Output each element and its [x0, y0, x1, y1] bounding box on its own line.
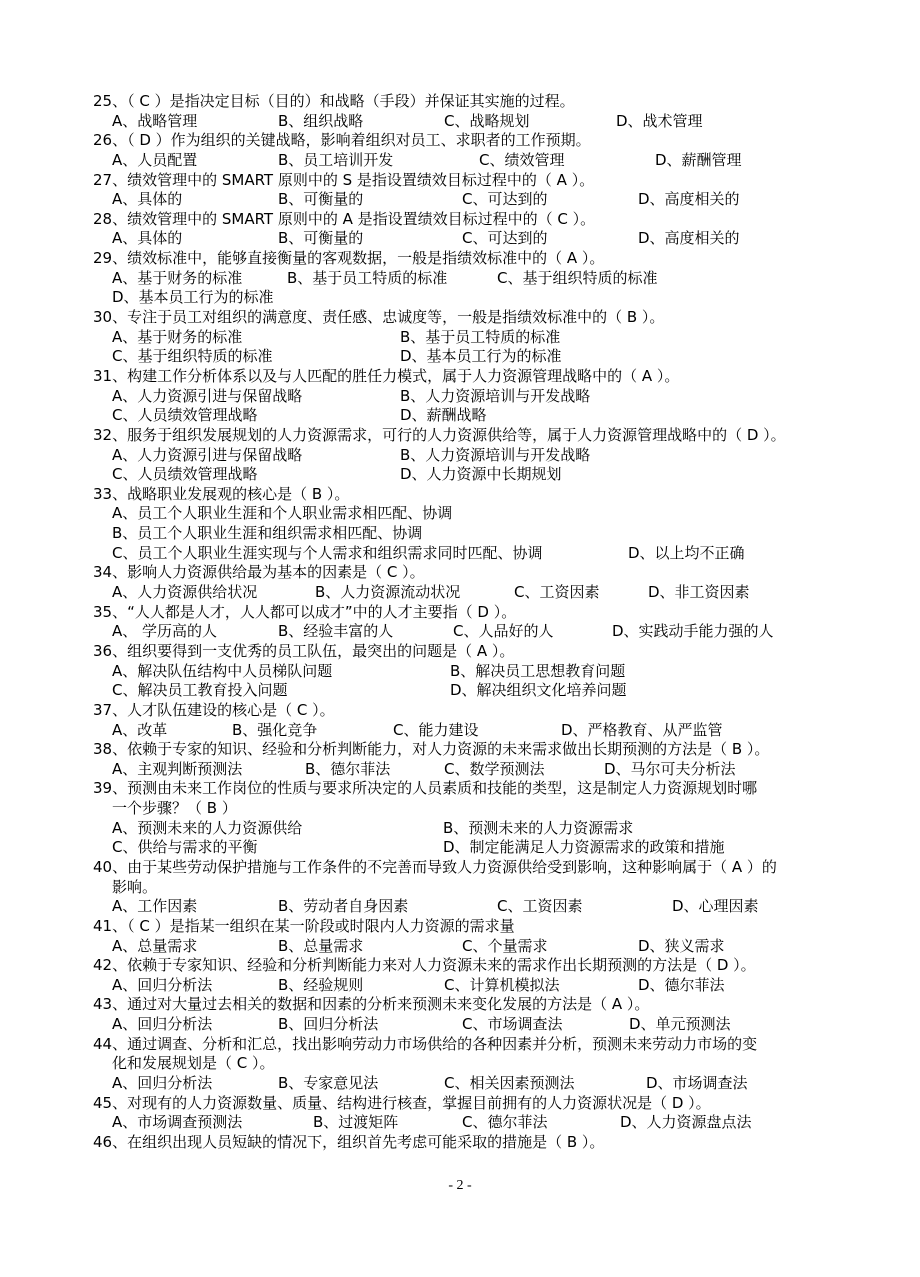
answer-option: A、解决队伍结构中人员梯队问题 [112, 661, 333, 680]
answer-option: A、基于财务的标准 [112, 268, 243, 287]
question-stem: 38、依赖于专家的知识、经验和分析判断能力，对人力资源的未来需求做出长期预测的方法是（ B ）。 [93, 740, 770, 759]
answer-option: C、绩效管理 [479, 150, 565, 169]
answer-option: A、人力资源引进与保留战略 [112, 386, 303, 405]
answer-option: B、人力资源流动状况 [315, 583, 461, 602]
option-row [0, 465, 920, 485]
question-stem: 25、（ C ）是指决定目标（目的）和战略（手段）并保证其实施的过程。 [93, 92, 575, 110]
answer-option: D、严格教育、从严监管 [561, 720, 723, 739]
answer-option: C、工资因素 [514, 583, 600, 602]
option-row [0, 406, 920, 426]
question-stem: 39、预测由未来工作岗位的性质与要求所决定的人员素质和技能的类型，这是制定人力资源规划时哪 [93, 779, 758, 798]
option-row [0, 524, 920, 544]
answer-option: C、人员绩效管理战略 [112, 465, 258, 484]
answer-option: A、回归分析法 [112, 1015, 213, 1034]
answer-option: C、个量需求 [462, 936, 548, 955]
answer-option: C、市场调查法 [462, 1015, 563, 1034]
answer-option: A、回归分析法 [112, 975, 213, 994]
answer-option: C、员工个人职业生涯实现与个人需求和组织需求同时匹配、协调 [112, 543, 543, 562]
answer-option: D、人力资源盘点法 [620, 1113, 752, 1132]
answer-option: D、市场调查法 [646, 1074, 748, 1093]
question-stem: 42、依赖于专家知识、经验和分析判断能力来对人力资源未来的需求作出长期预测的方法是（ D ）。 [93, 956, 756, 975]
question-stem: 30、专注于员工对组织的满意度、责任感、忠诚度等，一般是指绩效标准中的（ B ）。 [93, 308, 665, 327]
answer-option: D、实践动手能力强的人 [612, 622, 774, 641]
answer-option: C、供给与需求的平衡 [112, 838, 258, 857]
answer-option: B、德尔菲法 [305, 759, 391, 778]
answer-option: A、人员配置 [112, 150, 198, 169]
answer-option: B、人力资源培训与开发战略 [400, 445, 591, 464]
option-row [0, 819, 920, 839]
answer-option: C、工资因素 [497, 897, 583, 916]
question-stem-continued: 一个步骤？（ B ） [112, 799, 237, 818]
option-row [0, 976, 920, 996]
answer-option: D、以上均不正确 [628, 543, 745, 562]
option-row [0, 112, 920, 132]
option-row [0, 229, 920, 249]
answer-option: C、数学预测法 [444, 759, 545, 778]
answer-option: C、基于组织特质的标准 [112, 347, 273, 366]
answer-option: A、具体的 [112, 190, 183, 209]
option-row [0, 583, 920, 603]
answer-option: A、回归分析法 [112, 1074, 213, 1093]
option-row [0, 760, 920, 780]
question-stem: 33、战略职业发展观的核心是（ B ）。 [93, 484, 350, 503]
option-row [0, 721, 920, 741]
answer-option: A、改革 [112, 720, 168, 739]
answer-option: B、解决员工思想教育问题 [450, 661, 626, 680]
answer-option: C、能力建设 [393, 720, 479, 739]
question-stem: 46、在组织出现人员短缺的情况下，组织首先考虑可能采取的措施是（ B ）。 [93, 1132, 605, 1151]
option-row [0, 662, 920, 682]
answer-option: A、员工个人职业生涯和个人职业需求相匹配、协调 [112, 504, 453, 523]
option-row [0, 504, 920, 524]
option-row [0, 387, 920, 407]
answer-option: C、解决员工教育投入问题 [112, 681, 288, 700]
answer-option: B、总量需求 [278, 936, 364, 955]
question-stem: 44、通过调查、分析和汇总，找出影响劳动力市场供给的各种因素并分析，预测未来劳动力市场的变 [93, 1034, 758, 1053]
answer-option: D、单元预测法 [629, 1015, 731, 1034]
answer-option: B、回归分析法 [278, 1015, 379, 1034]
answer-option: A、具体的 [112, 229, 183, 248]
answer-option: A、基于财务的标准 [112, 327, 243, 346]
answer-option: C、可达到的 [462, 229, 548, 248]
answer-option: D、德尔菲法 [638, 975, 725, 994]
option-row [0, 544, 920, 564]
answer-option: B、基于员工特质的标准 [400, 327, 561, 346]
answer-option: B、可衡量的 [278, 229, 364, 248]
answer-option: C、德尔菲法 [462, 1113, 548, 1132]
answer-option: D、人力资源中长期规划 [400, 465, 562, 484]
answer-option: B、劳动者自身因素 [278, 897, 409, 916]
option-row [0, 347, 920, 367]
answer-option: B、人力资源培训与开发战略 [400, 386, 591, 405]
answer-option: D、马尔可夫分析法 [604, 759, 736, 778]
answer-option: C、战略规划 [444, 111, 530, 130]
answer-option: A、预测未来的人力资源供给 [112, 818, 303, 837]
question-stem-continued: 化和发展规划是（ C ）。 [112, 1054, 275, 1073]
answer-option: A、 学历高的人 [112, 622, 218, 641]
question-stem: 40、由于某些劳动保护措施与工作条件的不完善而导致人力资源供给受到影响，这种影响属于（ A ）的 [93, 857, 777, 876]
option-row [0, 288, 920, 308]
option-row [0, 190, 920, 210]
answer-option: C、计算机模拟法 [444, 975, 560, 994]
answer-option: D、基本员工行为的标准 [400, 347, 562, 366]
option-row [0, 328, 920, 348]
question-stem: 26、（ D ）作为组织的关键战略，影响着组织对员工、求职者的工作预期。 [93, 131, 591, 150]
option-row [0, 838, 920, 858]
answer-option: D、非工资因素 [648, 583, 750, 602]
question-stem: 29、绩效标准中，能够直接衡量的客观数据，一般是指绩效标准中的（ A ）。 [93, 249, 605, 268]
question-stem-continued: 影响。 [112, 877, 158, 896]
option-row [0, 681, 920, 701]
answer-option: A、主观判断预测法 [112, 759, 243, 778]
option-row [0, 897, 920, 917]
option-row [0, 1074, 920, 1094]
answer-option: A、工作因素 [112, 897, 198, 916]
answer-option: C、人品好的人 [453, 622, 554, 641]
answer-option: D、薪酬战略 [400, 406, 487, 425]
option-row [0, 269, 920, 289]
answer-option: D、薪酬管理 [655, 150, 742, 169]
answer-option: B、基于员工特质的标准 [287, 268, 448, 287]
answer-option: A、战略管理 [112, 111, 198, 130]
question-stem: 28、绩效管理中的 SMART 原则中的 A 是指设置绩效目标过程中的（ C ）。 [93, 209, 596, 228]
question-stem: 34、影响人力资源供给最为基本的因素是（ C ）。 [93, 563, 425, 582]
page-number: - 2 - [448, 1178, 472, 1193]
question-stem: 27、绩效管理中的 SMART 原则中的 S 是指设置绩效目标过程中的（ A ）。 [93, 170, 595, 189]
option-row [0, 446, 920, 466]
answer-option: B、经验丰富的人 [278, 622, 394, 641]
answer-option: A、市场调查预测法 [112, 1113, 243, 1132]
answer-option: D、高度相关的 [638, 229, 740, 248]
answer-option: A、总量需求 [112, 936, 198, 955]
answer-option: C、可达到的 [462, 190, 548, 209]
answer-option: C、相关因素预测法 [444, 1074, 575, 1093]
option-row [0, 622, 920, 642]
document-body [0, 92, 920, 1153]
question-stem: 31、构建工作分析体系以及与人匹配的胜任力模式，属于人力资源管理战略中的（ A ）。 [93, 366, 680, 385]
question-stem: 35、“人人都是人才，人人都可以成才”中的人才主要指（ D ）。 [93, 602, 517, 621]
answer-option: D、制定能满足人力资源需求的政策和措施 [443, 838, 725, 857]
answer-option: B、预测未来的人力资源需求 [443, 818, 634, 837]
answer-option: C、基于组织特质的标准 [497, 268, 658, 287]
option-row [0, 151, 920, 171]
answer-option: A、人力资源供给状况 [112, 583, 258, 602]
question-stem: 43、通过对大量过去相关的数据和因素的分析来预测未来变化发展的方法是（ A ）。 [93, 995, 650, 1014]
answer-option: D、解决组织文化培养问题 [450, 681, 627, 700]
option-row [0, 1015, 920, 1035]
question-stem: 37、人才队伍建设的核心是（ C ）。 [93, 700, 335, 719]
answer-option: B、组织战略 [278, 111, 364, 130]
answer-option: D、狭义需求 [638, 936, 725, 955]
question-stem: 45、对现有的人力资源数量、质量、结构进行核查，掌握目前拥有的人力资源状况是（ D ）。 [93, 1093, 711, 1112]
answer-option: B、员工个人职业生涯和组织需求相匹配、协调 [112, 524, 423, 543]
answer-option: B、可衡量的 [278, 190, 364, 209]
answer-option: B、经验规则 [278, 975, 364, 994]
question-stem: 32、服务于组织发展规划的人力资源需求，可行的人力资源供给等，属于人力资源管理战略中的（ D ）。 [93, 425, 786, 444]
option-row [0, 1113, 920, 1133]
question-stem: 41、（ C ）是指某一组织在某一阶段或时限内人力资源的需求量 [93, 916, 515, 935]
answer-option: D、高度相关的 [638, 190, 740, 209]
answer-option: D、战术管理 [616, 111, 703, 130]
answer-option: B、过渡矩阵 [313, 1113, 399, 1132]
answer-option: D、心理因素 [672, 897, 759, 916]
question-stem: 36、组织要得到一支优秀的员工队伍，最突出的问题是（ A ）。 [93, 641, 515, 660]
answer-option: D、基本员工行为的标准 [112, 288, 274, 307]
option-row [0, 937, 920, 957]
answer-option: A、人力资源引进与保留战略 [112, 445, 303, 464]
answer-option: B、专家意见法 [278, 1074, 379, 1093]
answer-option: C、人员绩效管理战略 [112, 406, 258, 425]
answer-option: B、强化竞争 [232, 720, 318, 739]
answer-option: B、员工培训开发 [278, 150, 394, 169]
